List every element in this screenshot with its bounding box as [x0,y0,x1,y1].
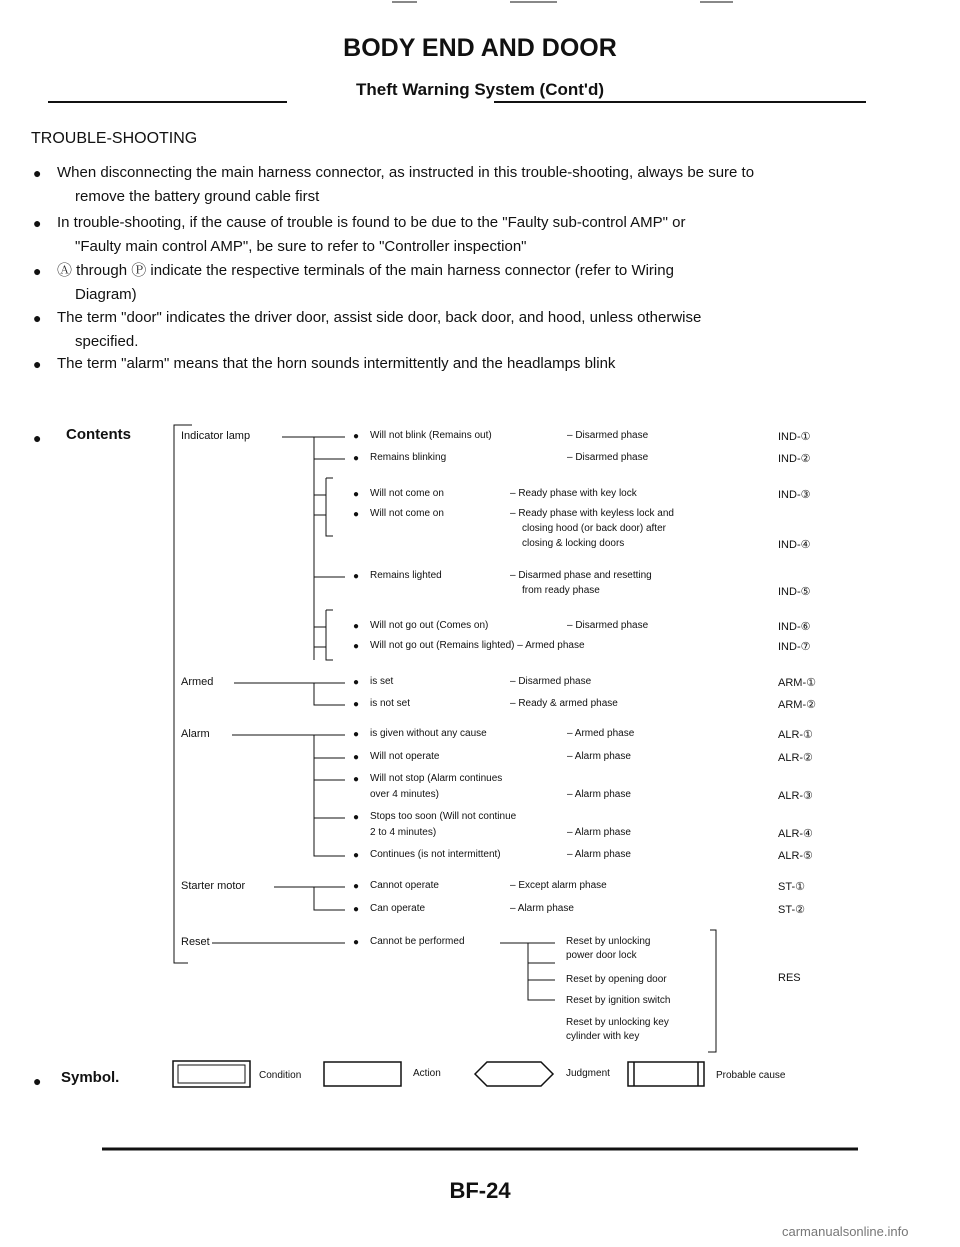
row-phase: – Alarm phase [567,751,631,762]
row-code: ALR-④ [778,828,813,840]
row-condition-cont: over 4 minutes) [370,789,439,800]
row-phase: – Ready phase with keyless lock and [510,508,674,519]
bullet-line: specified. [75,333,139,350]
reset-method: Reset by ignition switch [566,995,671,1006]
row-code: RES [778,972,801,984]
row-condition: Stops too soon (Will not continue [370,811,517,822]
row-code: IND-① [778,431,811,443]
row-dot: ● [353,453,360,464]
bullet-line: In trouble-shooting, if the cause of trouble is found to be due to the "Faulty sub-control AMP" or [57,214,686,231]
page-title: BODY END AND DOOR [343,34,617,62]
row-condition: is set [370,676,394,687]
row-phase: – Armed phase [567,728,635,739]
bullet-line: The term "alarm" means that the horn sounds intermittently and the headlamps blink [57,355,616,372]
page-number: BF-24 [449,1178,511,1203]
row-dot: ● [353,489,360,500]
contents-label: Contents [66,426,131,443]
row-code: ALR-③ [778,790,813,802]
row-code: ST-② [778,904,805,916]
watermark: carmanualsonline.info [782,1224,909,1239]
bullet-line: "Faulty main control AMP", be sure to refer to "Controller inspection" [75,238,527,255]
reset-method-cont: cylinder with key [566,1031,640,1042]
row-phase: – Disarmed phase [567,452,649,463]
reset-method: Reset by unlocking key [566,1017,669,1028]
row-condition: Will not operate [370,751,440,762]
row-condition: is given without any cause [370,728,487,739]
row-dot: ● [353,641,360,652]
row-code: ARM-① [778,677,816,689]
reset-method: Reset by opening door [566,974,667,985]
bullet-line: Diagram) [75,286,137,303]
row-phase-cont: from ready phase [522,585,600,596]
symbol-label: Symbol. [61,1069,120,1086]
row-dot: ● [353,904,360,915]
bullet-line: remove the battery ground cable first [75,188,320,205]
row-code: IND-② [778,453,811,465]
row-phase: – Alarm phase [567,849,631,860]
bullet-line: Ⓐ through Ⓟ indicate the respective terminals of the main harness connector (refer to Wiring [57,262,674,279]
row-condition: Will not go out (Comes on) [370,620,489,631]
page-subtitle: Theft Warning System (Cont'd) [355,80,604,99]
bullet-dot: ● [33,263,42,279]
row-dot: ● [353,509,360,520]
row-condition: Remains blinking [370,452,447,463]
row-condition: Will not come on [370,488,444,499]
symbol-dot: ● [33,1073,42,1089]
row-code: IND-③ [778,489,811,501]
row-code: ALR-⑤ [778,850,813,862]
row-dot: ● [353,699,360,710]
row-phase: – Disarmed phase [510,676,592,687]
row-code: ST-① [778,881,805,893]
row-dot: ● [353,621,360,632]
group-armed: Armed [181,676,214,688]
row-code: IND-⑥ [778,621,811,633]
row-phase: – Disarmed phase [567,620,649,631]
row-phase: – Ready & armed phase [510,698,618,709]
row-condition: Remains lighted [370,570,442,581]
row-code: IND-⑤ [778,586,811,598]
row-code: ARM-② [778,699,816,711]
row-code: IND-⑦ [778,641,811,653]
row-phase-cont: closing hood (or back door) after [522,523,666,534]
bullet-line: When disconnecting the main harness connector, as instructed in this trouble-shooting, always be sure to [57,164,755,181]
row-code: IND-④ [778,539,811,551]
symbol-probable-cause-text: Probable cause [716,1070,786,1081]
reset-method: Reset by unlocking [566,936,651,947]
row-dot: ● [353,937,360,948]
row-dot: ● [353,729,360,740]
contents-dot: ● [33,430,42,446]
group-reset: Reset [181,936,210,948]
row-code: ALR-① [778,729,813,741]
bullet-dot: ● [33,165,42,181]
section-heading: TROUBLE-SHOOTING [31,130,198,147]
row-condition: Will not go out (Remains lighted) – Armed phase [370,640,585,651]
row-condition: Will not come on [370,508,444,519]
row-dot: ● [353,850,360,861]
row-condition-cont: 2 to 4 minutes) [370,827,437,838]
row-dot: ● [353,812,360,823]
group-starter-motor: Starter motor [181,880,246,892]
bullet-dot: ● [33,310,42,326]
symbol-condition-text: Condition [259,1070,302,1081]
row-dot: ● [353,677,360,688]
row-condition: Will not stop (Alarm continues [370,773,503,784]
reset-method-cont: power door lock [566,950,637,961]
row-condition: Continues (is not intermittent) [370,849,501,860]
row-phase-cont: closing & locking doors [522,538,625,549]
row-condition: Cannot operate [370,880,439,891]
row-condition: is not set [370,698,411,709]
row-phase: – Disarmed phase [567,430,649,441]
row-dot: ● [353,431,360,442]
row-dot: ● [353,774,360,785]
row-dot: ● [353,752,360,763]
row-phase: – Alarm phase [567,789,631,800]
row-phase: – Ready phase with key lock [510,488,637,499]
row-condition: Cannot be performed [370,936,465,947]
row-phase: – Alarm phase [567,827,631,838]
row-code: ALR-② [778,752,813,764]
row-condition: Can operate [370,903,426,914]
bullet-line: The term "door" indicates the driver door, assist side door, back door, and hood, unless otherwise [57,309,702,326]
row-phase: – Alarm phase [510,903,574,914]
bullet-dot: ● [33,356,42,372]
group-indicator-lamp: Indicator lamp [181,430,251,442]
row-phase: – Disarmed phase and resetting [510,570,652,581]
group-alarm: Alarm [181,728,210,740]
row-dot: ● [353,571,360,582]
symbol-action-text: Action [413,1068,441,1079]
row-condition: Will not blink (Remains out) [370,430,492,441]
row-dot: ● [353,881,360,892]
bullet-dot: ● [33,215,42,231]
symbol-judgment-text: Judgment [566,1068,610,1079]
row-phase: – Except alarm phase [510,880,607,891]
